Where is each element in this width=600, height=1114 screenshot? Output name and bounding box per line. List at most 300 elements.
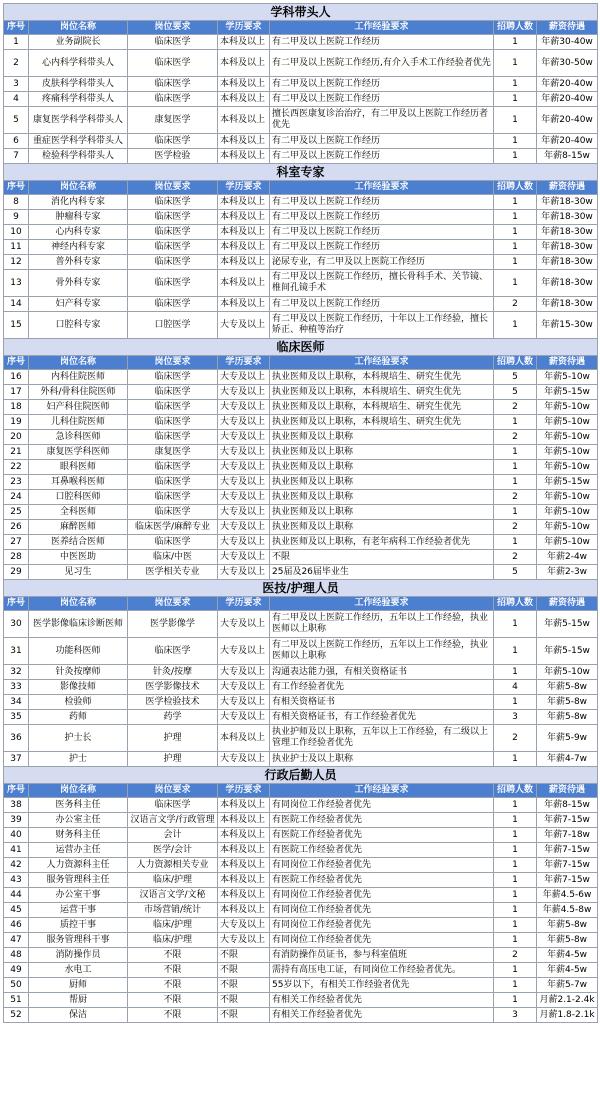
col-position-cell: 耳鼻喉科医师 (29, 475, 128, 490)
col-education-cell: 本科及以上 (218, 195, 270, 210)
col-experience-cell: 有同岗位工作经验者优先 (270, 918, 494, 933)
table-row (4, 490, 598, 505)
header-col-headcount: 招聘人数 (494, 356, 537, 370)
header-col-major: 岗位要求 (128, 181, 218, 195)
col-headcount-cell: 1 (494, 993, 537, 1008)
header-col-education: 学历要求 (218, 356, 270, 370)
col-position-cell: 运营办主任 (29, 843, 128, 858)
col-experience-cell: 有相关资格证书 (270, 695, 494, 710)
header-col-headcount: 招聘人数 (494, 21, 537, 35)
header-col-position: 岗位名称 (29, 597, 128, 611)
col-education-cell: 本科及以上 (218, 725, 270, 752)
col-salary-cell: 年薪5-15w (537, 475, 598, 490)
col-salary-cell: 年薪7-18w (537, 828, 598, 843)
col-index-cell: 49 (4, 963, 29, 978)
col-experience-cell: 有消防操作员证书，参与科室值班 (270, 948, 494, 963)
col-salary-cell: 年薪5-8w (537, 918, 598, 933)
col-index-cell: 5 (4, 107, 29, 134)
col-position-cell: 办公室干事 (29, 888, 128, 903)
col-education-cell: 大专及以上 (218, 445, 270, 460)
col-experience-cell: 有相关工作经验者优先 (270, 1008, 494, 1023)
col-salary-cell: 年薪18-30w (537, 225, 598, 240)
col-index-cell: 45 (4, 903, 29, 918)
col-education-cell: 大专及以上 (218, 752, 270, 767)
table-row (4, 933, 598, 948)
col-education-cell: 大专及以上 (218, 505, 270, 520)
section-title: 科室专家 (4, 164, 598, 181)
col-major-cell: 护理 (128, 725, 218, 752)
col-education-cell: 大专及以上 (218, 430, 270, 445)
col-education-cell: 本科及以上 (218, 858, 270, 873)
col-headcount-cell: 1 (494, 210, 537, 225)
col-experience-cell: 有二甲及以上医院工作经历 (270, 225, 494, 240)
col-experience-cell: 25届及26届毕业生 (270, 565, 494, 580)
header-col-position: 岗位名称 (29, 181, 128, 195)
table-row (4, 430, 598, 445)
col-position-cell: 影像技师 (29, 680, 128, 695)
col-major-cell: 康复医学 (128, 107, 218, 134)
col-experience-cell: 有二甲及以上医院工作经历 (270, 92, 494, 107)
col-index-cell: 42 (4, 858, 29, 873)
col-headcount-cell: 1 (494, 240, 537, 255)
col-headcount-cell: 1 (494, 92, 537, 107)
col-index-cell: 33 (4, 680, 29, 695)
col-education-cell: 大专及以上 (218, 460, 270, 475)
col-experience-cell: 执业医师及以上职称，本科规培生、研究生优先 (270, 385, 494, 400)
col-major-cell: 医学影像技术 (128, 680, 218, 695)
table-row (4, 475, 598, 490)
col-index-cell: 18 (4, 400, 29, 415)
col-position-cell: 人力资源科主任 (29, 858, 128, 873)
col-headcount-cell: 1 (494, 695, 537, 710)
col-position-cell: 检验科学科带头人 (29, 149, 128, 164)
col-salary-cell: 年薪30-40w (537, 35, 598, 50)
col-experience-cell: 有二甲及以上医院工作经历 (270, 195, 494, 210)
header-col-position: 岗位名称 (29, 356, 128, 370)
col-position-cell: 保洁 (29, 1008, 128, 1023)
col-salary-cell: 年薪5-10w (537, 415, 598, 430)
col-headcount-cell: 1 (494, 312, 537, 339)
col-experience-cell: 执业医师及以上职称 (270, 460, 494, 475)
col-index-cell: 8 (4, 195, 29, 210)
col-education-cell: 大专及以上 (218, 665, 270, 680)
col-education-cell: 不限 (218, 963, 270, 978)
col-major-cell: 临床医学 (128, 134, 218, 149)
header-col-salary: 薪资待遇 (537, 597, 598, 611)
col-major-cell: 临床医学 (128, 50, 218, 77)
col-experience-cell: 有同岗位工作经验者优先 (270, 798, 494, 813)
col-major-cell: 临床医学 (128, 255, 218, 270)
col-position-cell: 中医医助 (29, 550, 128, 565)
col-major-cell: 护理 (128, 752, 218, 767)
col-salary-cell: 年薪5-10w (537, 460, 598, 475)
col-position-cell: 医学影像临床诊断医师 (29, 611, 128, 638)
col-salary-cell: 年薪5-10w (537, 400, 598, 415)
col-headcount-cell: 4 (494, 680, 537, 695)
table-row (4, 858, 598, 873)
table-row (4, 149, 598, 164)
header-col-education: 学历要求 (218, 784, 270, 798)
section-title-row (4, 339, 598, 356)
col-headcount-cell: 1 (494, 611, 537, 638)
col-major-cell: 医学/会计 (128, 843, 218, 858)
col-salary-cell: 年薪18-30w (537, 255, 598, 270)
section-title: 学科带头人 (4, 4, 598, 21)
col-salary-cell: 年薪18-30w (537, 240, 598, 255)
section-title-row (4, 164, 598, 181)
col-education-cell: 本科及以上 (218, 255, 270, 270)
table-row (4, 210, 598, 225)
col-position-cell: 医养结合医师 (29, 535, 128, 550)
col-experience-cell: 有相关工作经验者优先 (270, 993, 494, 1008)
col-index-cell: 10 (4, 225, 29, 240)
col-salary-cell: 年薪15-30w (537, 312, 598, 339)
table-row (4, 948, 598, 963)
col-headcount-cell: 1 (494, 888, 537, 903)
col-major-cell: 临床医学 (128, 505, 218, 520)
col-experience-cell: 沟通表达能力强，有相关资格证书 (270, 665, 494, 680)
col-salary-cell: 年薪5-10w (537, 445, 598, 460)
col-index-cell: 20 (4, 430, 29, 445)
col-salary-cell: 年薪18-30w (537, 270, 598, 297)
col-experience-cell: 泌尿专业，有二甲及以上医院工作经历 (270, 255, 494, 270)
header-col-position: 岗位名称 (29, 784, 128, 798)
header-row (4, 181, 598, 195)
header-row (4, 21, 598, 35)
col-index-cell: 9 (4, 210, 29, 225)
col-position-cell: 肿瘤科专家 (29, 210, 128, 225)
col-salary-cell: 年薪8-15w (537, 798, 598, 813)
col-major-cell: 不限 (128, 978, 218, 993)
col-salary-cell: 年薪2-3w (537, 565, 598, 580)
col-salary-cell: 年薪2-4w (537, 550, 598, 565)
col-experience-cell: 有二甲及以上医院工作经历，五年以上工作经验，执业医师以上职称 (270, 638, 494, 665)
col-index-cell: 50 (4, 978, 29, 993)
col-education-cell: 大专及以上 (218, 520, 270, 535)
table-row (4, 77, 598, 92)
col-index-cell: 40 (4, 828, 29, 843)
col-education-cell: 本科及以上 (218, 798, 270, 813)
col-education-cell: 本科及以上 (218, 92, 270, 107)
col-experience-cell: 有医院工作经验者优先 (270, 873, 494, 888)
col-position-cell: 康复医学科学科带头人 (29, 107, 128, 134)
col-experience-cell: 需持有高压电工证，有同岗位工作经验者优先。 (270, 963, 494, 978)
col-major-cell: 临床医学 (128, 415, 218, 430)
col-position-cell: 妇产科专家 (29, 297, 128, 312)
col-education-cell: 大专及以上 (218, 933, 270, 948)
col-salary-cell: 年薪5-7w (537, 978, 598, 993)
col-major-cell: 临床医学 (128, 430, 218, 445)
col-salary-cell: 年薪5-10w (537, 490, 598, 505)
col-headcount-cell: 2 (494, 430, 537, 445)
col-position-cell: 骨外科专家 (29, 270, 128, 297)
col-experience-cell: 有同岗位工作经验者优先 (270, 858, 494, 873)
col-position-cell: 内科住院医师 (29, 370, 128, 385)
col-education-cell: 本科及以上 (218, 903, 270, 918)
col-salary-cell: 年薪5-15w (537, 611, 598, 638)
col-headcount-cell: 1 (494, 963, 537, 978)
col-salary-cell: 年薪5-10w (537, 505, 598, 520)
col-major-cell: 医学影像学 (128, 611, 218, 638)
col-headcount-cell: 1 (494, 638, 537, 665)
table-row (4, 255, 598, 270)
header-col-education: 学历要求 (218, 597, 270, 611)
col-position-cell: 急诊科医师 (29, 430, 128, 445)
col-salary-cell: 年薪20-40w (537, 77, 598, 92)
col-major-cell: 临床医学 (128, 92, 218, 107)
header-col-major: 岗位要求 (128, 356, 218, 370)
table-row (4, 535, 598, 550)
table-row (4, 828, 598, 843)
col-experience-cell: 执业医师及以上职称 (270, 475, 494, 490)
col-position-cell: 见习生 (29, 565, 128, 580)
table-row (4, 107, 598, 134)
col-headcount-cell: 1 (494, 933, 537, 948)
table-row (4, 240, 598, 255)
header-col-salary: 薪资待遇 (537, 784, 598, 798)
col-headcount-cell: 1 (494, 475, 537, 490)
col-headcount-cell: 1 (494, 107, 537, 134)
col-index-cell: 51 (4, 993, 29, 1008)
col-position-cell: 质控干事 (29, 918, 128, 933)
table-row (4, 50, 598, 77)
header-col-index: 序号 (4, 181, 29, 195)
col-salary-cell: 年薪5-8w (537, 695, 598, 710)
col-education-cell: 本科及以上 (218, 813, 270, 828)
col-position-cell: 皮肤科学科带头人 (29, 77, 128, 92)
col-experience-cell: 不限 (270, 550, 494, 565)
col-major-cell: 不限 (128, 948, 218, 963)
col-index-cell: 36 (4, 725, 29, 752)
col-education-cell: 本科及以上 (218, 843, 270, 858)
table-row (4, 134, 598, 149)
col-education-cell: 大专及以上 (218, 680, 270, 695)
col-salary-cell: 年薪4-5w (537, 963, 598, 978)
col-education-cell: 大专及以上 (218, 611, 270, 638)
col-headcount-cell: 1 (494, 50, 537, 77)
col-index-cell: 52 (4, 1008, 29, 1023)
col-experience-cell: 执业医师及以上职称 (270, 430, 494, 445)
col-position-cell: 心内科学科带头人 (29, 50, 128, 77)
col-headcount-cell: 1 (494, 255, 537, 270)
col-education-cell: 本科及以上 (218, 149, 270, 164)
col-salary-cell: 年薪4.5-8w (537, 903, 598, 918)
col-experience-cell: 有二甲及以上医院工作经历，五年以上工作经验，执业医师以上职称 (270, 611, 494, 638)
col-headcount-cell: 1 (494, 918, 537, 933)
col-headcount-cell: 1 (494, 873, 537, 888)
col-salary-cell: 年薪4.5-6w (537, 888, 598, 903)
col-position-cell: 眼科医师 (29, 460, 128, 475)
col-major-cell: 临床医学 (128, 460, 218, 475)
col-headcount-cell: 1 (494, 149, 537, 164)
header-col-salary: 薪资待遇 (537, 181, 598, 195)
col-position-cell: 普外科专家 (29, 255, 128, 270)
col-headcount-cell: 2 (494, 520, 537, 535)
table-row (4, 710, 598, 725)
col-index-cell: 39 (4, 813, 29, 828)
table-row (4, 903, 598, 918)
col-education-cell: 大专及以上 (218, 550, 270, 565)
col-position-cell: 业务副院长 (29, 35, 128, 50)
col-position-cell: 针灸按摩师 (29, 665, 128, 680)
header-row (4, 597, 598, 611)
col-experience-cell: 有二甲及以上医院工作经历 (270, 77, 494, 92)
col-position-cell: 运营干事 (29, 903, 128, 918)
col-experience-cell: 有同岗位工作经验者优先 (270, 888, 494, 903)
col-major-cell: 临床医学 (128, 270, 218, 297)
table-row (4, 270, 598, 297)
col-education-cell: 大专及以上 (218, 490, 270, 505)
col-headcount-cell: 2 (494, 400, 537, 415)
col-salary-cell: 年薪5-10w (537, 430, 598, 445)
table-row (4, 460, 598, 475)
col-index-cell: 22 (4, 460, 29, 475)
col-index-cell: 48 (4, 948, 29, 963)
col-position-cell: 消化内科专家 (29, 195, 128, 210)
col-position-cell: 疼痛科学科带头人 (29, 92, 128, 107)
recruitment-table (3, 3, 598, 1023)
col-experience-cell: 有医院工作经验者优先 (270, 813, 494, 828)
section-title: 临床医师 (4, 339, 598, 356)
col-index-cell: 13 (4, 270, 29, 297)
col-index-cell: 4 (4, 92, 29, 107)
header-col-education: 学历要求 (218, 181, 270, 195)
col-index-cell: 16 (4, 370, 29, 385)
col-position-cell: 儿科住院医师 (29, 415, 128, 430)
col-position-cell: 护士长 (29, 725, 128, 752)
header-col-position: 岗位名称 (29, 21, 128, 35)
col-education-cell: 大专及以上 (218, 638, 270, 665)
col-experience-cell: 有二甲及以上医院工作经历 (270, 134, 494, 149)
col-index-cell: 15 (4, 312, 29, 339)
col-major-cell: 汉语言文学/行政管理 (128, 813, 218, 828)
col-salary-cell: 年薪20-40w (537, 107, 598, 134)
header-col-experience: 工作经验要求 (270, 784, 494, 798)
col-index-cell: 34 (4, 695, 29, 710)
table-row (4, 680, 598, 695)
col-headcount-cell: 1 (494, 535, 537, 550)
col-index-cell: 26 (4, 520, 29, 535)
col-experience-cell: 执业医师及以上职称 (270, 445, 494, 460)
col-index-cell: 3 (4, 77, 29, 92)
table-row (4, 611, 598, 638)
col-salary-cell: 年薪18-30w (537, 195, 598, 210)
col-headcount-cell: 1 (494, 903, 537, 918)
col-headcount-cell: 5 (494, 565, 537, 580)
col-education-cell: 本科及以上 (218, 888, 270, 903)
col-education-cell: 大专及以上 (218, 918, 270, 933)
col-index-cell: 43 (4, 873, 29, 888)
col-headcount-cell: 5 (494, 370, 537, 385)
table-row (4, 695, 598, 710)
col-salary-cell: 月薪2.1-2.4k (537, 993, 598, 1008)
col-position-cell: 水电工 (29, 963, 128, 978)
header-col-index: 序号 (4, 21, 29, 35)
col-index-cell: 28 (4, 550, 29, 565)
col-experience-cell: 有医院工作经验者优先 (270, 843, 494, 858)
col-index-cell: 35 (4, 710, 29, 725)
col-salary-cell: 年薪8-15w (537, 149, 598, 164)
col-major-cell: 临床医学 (128, 490, 218, 505)
col-salary-cell: 年薪7-15w (537, 873, 598, 888)
col-index-cell: 32 (4, 665, 29, 680)
table-row (4, 1008, 598, 1023)
col-headcount-cell: 1 (494, 415, 537, 430)
col-salary-cell: 年薪7-15w (537, 843, 598, 858)
section-title: 医技/护理人员 (4, 580, 598, 597)
col-major-cell: 临床医学 (128, 35, 218, 50)
col-salary-cell: 年薪5-10w (537, 665, 598, 680)
col-salary-cell: 年薪5-15w (537, 638, 598, 665)
col-education-cell: 本科及以上 (218, 270, 270, 297)
col-education-cell: 大专及以上 (218, 710, 270, 725)
col-headcount-cell: 1 (494, 813, 537, 828)
col-education-cell: 大专及以上 (218, 565, 270, 580)
col-headcount-cell: 1 (494, 460, 537, 475)
col-major-cell: 临床医学 (128, 535, 218, 550)
col-major-cell: 临床/护理 (128, 873, 218, 888)
col-index-cell: 29 (4, 565, 29, 580)
col-education-cell: 本科及以上 (218, 77, 270, 92)
col-position-cell: 全科医师 (29, 505, 128, 520)
col-index-cell: 17 (4, 385, 29, 400)
table-row (4, 888, 598, 903)
col-major-cell: 临床医学 (128, 400, 218, 415)
table-row (4, 752, 598, 767)
col-position-cell: 护士 (29, 752, 128, 767)
section-title: 行政后勤人员 (4, 767, 598, 784)
table-row (4, 665, 598, 680)
col-index-cell: 11 (4, 240, 29, 255)
table-row (4, 505, 598, 520)
col-headcount-cell: 1 (494, 35, 537, 50)
col-major-cell: 汉语言文学/文秘 (128, 888, 218, 903)
col-index-cell: 23 (4, 475, 29, 490)
table-row (4, 400, 598, 415)
col-major-cell: 药学 (128, 710, 218, 725)
col-experience-cell: 有二甲及以上医院工作经历 (270, 297, 494, 312)
col-experience-cell: 执业医师及以上职称，本科规培生、研究生优先 (270, 415, 494, 430)
table-row (4, 843, 598, 858)
col-salary-cell: 年薪5-15w (537, 385, 598, 400)
col-major-cell: 会计 (128, 828, 218, 843)
col-major-cell: 医学检验 (128, 149, 218, 164)
col-experience-cell: 有同岗位工作经验者优先 (270, 933, 494, 948)
col-position-cell: 神经内科专家 (29, 240, 128, 255)
col-education-cell: 本科及以上 (218, 134, 270, 149)
col-headcount-cell: 1 (494, 134, 537, 149)
col-index-cell: 37 (4, 752, 29, 767)
col-position-cell: 口腔科专家 (29, 312, 128, 339)
table-row (4, 415, 598, 430)
col-major-cell: 康复医学 (128, 445, 218, 460)
col-position-cell: 麻醉医师 (29, 520, 128, 535)
section-title-row (4, 580, 598, 597)
col-headcount-cell: 1 (494, 77, 537, 92)
header-col-headcount: 招聘人数 (494, 597, 537, 611)
col-headcount-cell: 1 (494, 843, 537, 858)
header-col-headcount: 招聘人数 (494, 181, 537, 195)
col-major-cell: 不限 (128, 963, 218, 978)
col-education-cell: 大专及以上 (218, 400, 270, 415)
col-index-cell: 1 (4, 35, 29, 50)
col-experience-cell: 有医院工作经验者优先 (270, 828, 494, 843)
col-education-cell: 本科及以上 (218, 107, 270, 134)
col-education-cell: 大专及以上 (218, 415, 270, 430)
header-col-index: 序号 (4, 597, 29, 611)
col-index-cell: 14 (4, 297, 29, 312)
col-headcount-cell: 2 (494, 490, 537, 505)
